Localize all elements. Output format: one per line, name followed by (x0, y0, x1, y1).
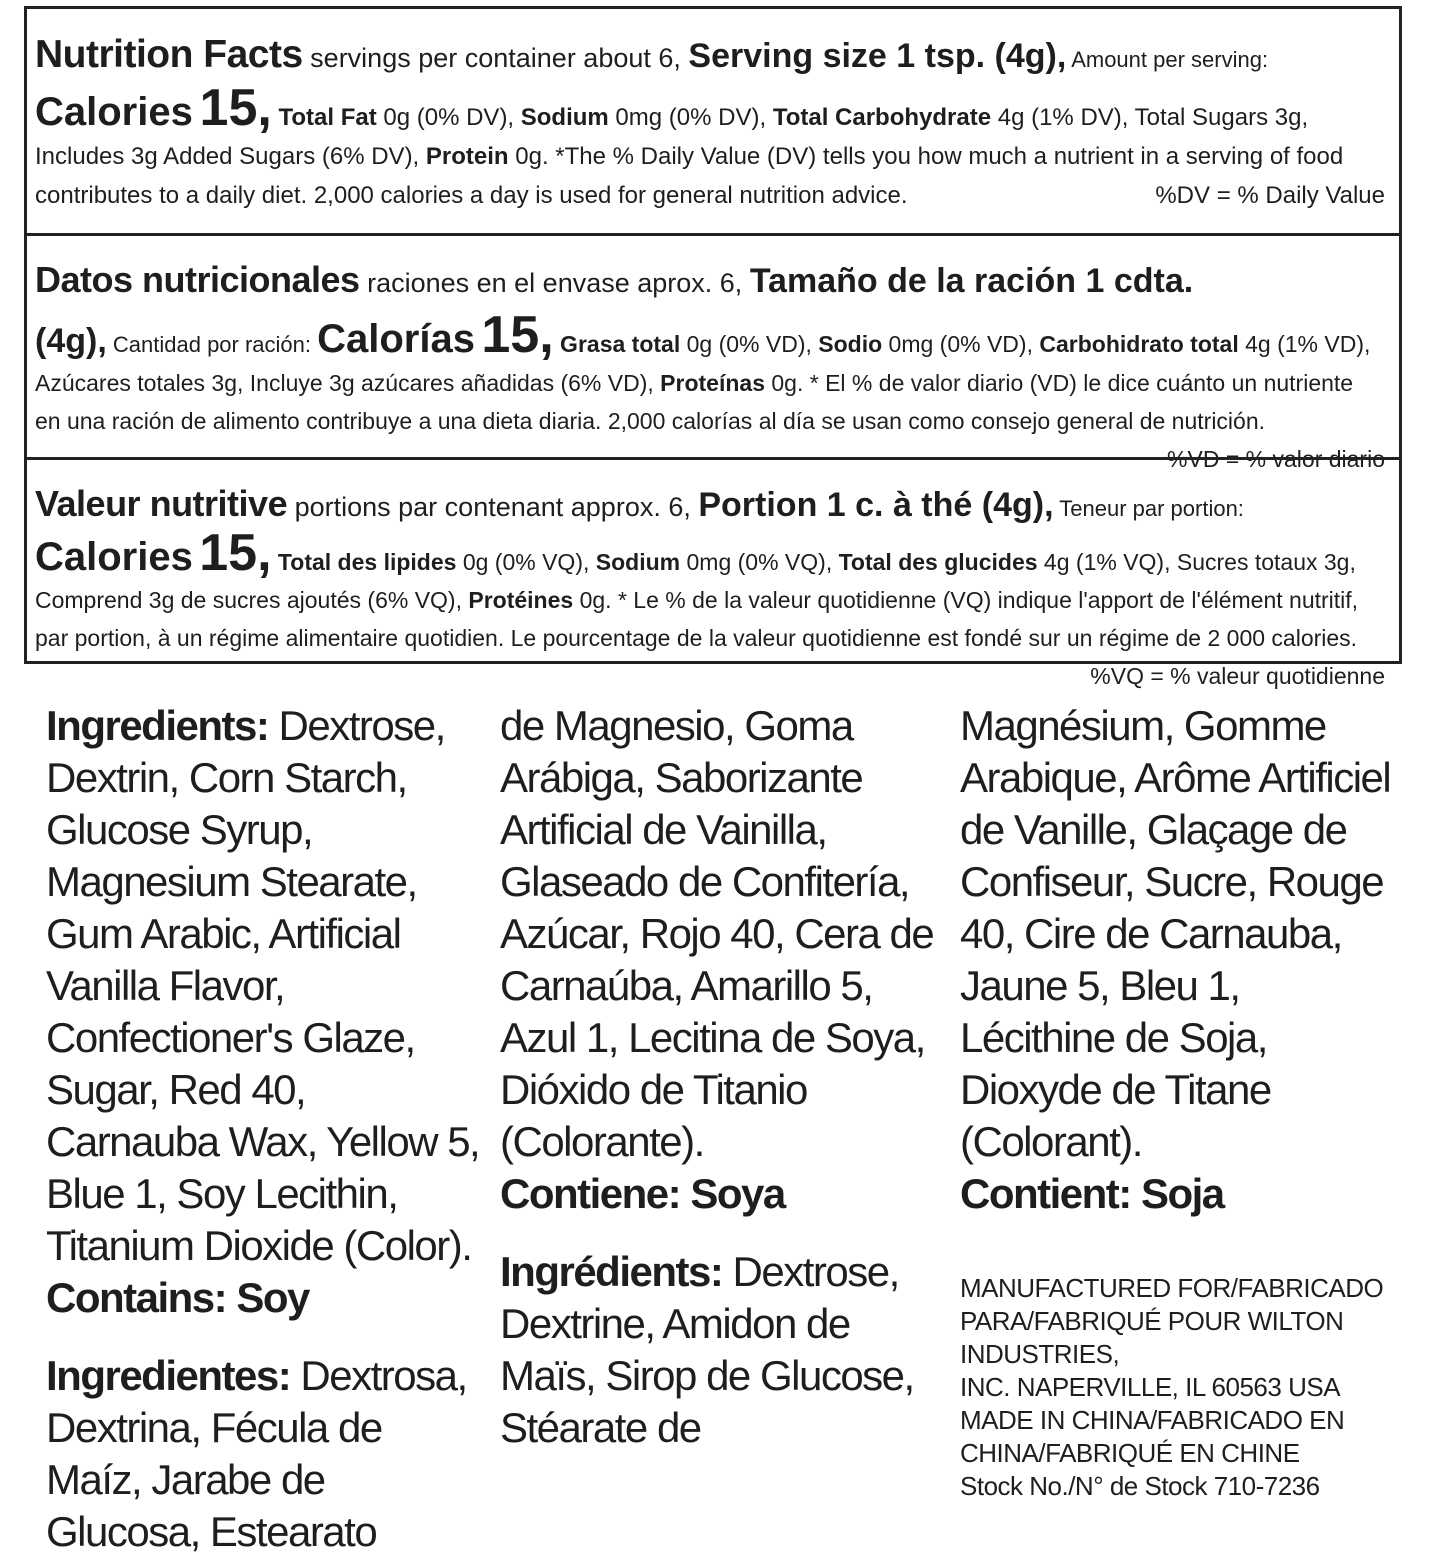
english-servings: servings per container about 6, (302, 43, 689, 73)
english-header-line (35, 35, 1385, 80)
english-protein-label: Protein (425, 143, 509, 170)
french-allergen: Contient: Soja (960, 1170, 1224, 1217)
spanish-servings: raciones en el envase aprox. 6, (359, 268, 750, 298)
english-sodium-value: 0mg (0% DV), (608, 104, 773, 131)
spanish-section (27, 233, 1399, 472)
manufacturer-line-5: CHINA/FABRIQUÉ EN CHINE (960, 1438, 1300, 1468)
manufacturer-line-3: INC. NAPERVILLE, IL 60563 USA (960, 1372, 1341, 1402)
english-serving-size: Serving size 1 tsp. (4g), (688, 37, 1067, 75)
nutrition-facts-panel (24, 6, 1402, 689)
english-body (35, 79, 1385, 215)
ingredients-column-2 (500, 700, 940, 1454)
french-body (35, 524, 1385, 695)
french-servings: portions par contenant approx. 6, (287, 492, 699, 522)
manufacturer-line-4: MADE IN CHINA/FABRICADO EN (960, 1405, 1345, 1435)
english-ingredients-text: Dextrose, Dextrin, Corn Starch, Glucose Syrup, Magnesium Stearate, Gum Arabic, Artificial Vanilla Flavor, Confectioner's Glaze, Sugar, Red 40, Carnauba Wax, Yellow 5, Blue 1, Soy Lecithin, Titanium Dioxide (Color). (46, 702, 480, 1269)
english-carb-value: 4g (1% DV), Total Sugars 3g, Includes 3g Added Sugars (6% DV), (35, 104, 1309, 170)
spanish-dv-note: %VD = % valor diario (1167, 446, 1385, 472)
french-carb-value: 4g (1% VQ), Sucres totaux 3g, Comprend 3g de sucres ajoutés (6% VQ), (35, 549, 1356, 613)
french-ingredients (500, 1246, 940, 1454)
english-carb-label: Total Carbohydrate (772, 104, 992, 131)
manufacturer-line-1: MANUFACTURED FOR/FABRICADO (960, 1273, 1384, 1303)
english-ingredients-label: Ingredients: (46, 702, 269, 749)
french-sodium-label: Sodium (595, 549, 681, 575)
spanish-ingredients (46, 1350, 486, 1558)
french-protein-label: Protéines (468, 587, 574, 613)
spanish-fat-value: 0g (0% VD), (680, 331, 819, 357)
english-fat-label: Total Fat (271, 104, 377, 131)
french-sodium-value: 0mg (0% VQ), (680, 549, 839, 575)
spanish-allergen: Contiene: Soya (500, 1170, 785, 1217)
ingredients-column-1 (46, 700, 486, 1558)
french-dv-note: %VQ = % valeur quotidienne (1090, 663, 1385, 689)
french-amount-label: Teneur par portion: (1053, 496, 1244, 521)
english-protein-value: 0g. *The % Daily Value (DV) tells you how much a nutrient in a serving of food contributes to a daily diet. 2,000 calories a day is used for general nutrition advice. (35, 143, 1344, 209)
stock-number: Stock No./N° de Stock 710-7236 (960, 1471, 1320, 1501)
spanish-protein-label: Proteínas (660, 370, 765, 396)
spanish-ingredients-text-2: de Magnesio, Goma Arábiga, Saborizante Artificial de Vainilla, Glaseado de Confitería, Azúcar, Rojo 40, Cera de Carnaúba, Amarillo 5, Azul 1, Lecitina de Soya, Dióxido de Titanio (Colorante). (500, 702, 934, 1165)
english-section (27, 9, 1399, 233)
spanish-sodium-value: 0mg (0% VD), (882, 331, 1040, 357)
english-amount-label: Amount per serving: (1066, 47, 1269, 72)
spanish-sodium-label: Sodio (818, 331, 883, 357)
french-ingredients-label: Ingrédients: (500, 1248, 723, 1295)
french-title: Valeur nutritive (35, 483, 288, 524)
spanish-calories-value: 15, (481, 306, 554, 364)
spanish-header-line (35, 260, 1385, 303)
french-ingredients-text-2: Magnésium, Gomme Arabique, Arôme Artificiel de Vanille, Glaçage de Confiseur, Sucre, Rouge 40, Cire de Carnauba, Jaune 5, Bleu 1, Lécithine de Soja, Dioxyde de Titane (Colorant). (960, 702, 1391, 1165)
french-ingredients-text-1: Dextrose, Dextrine, Amidon de Maïs, Sirop de Glucose, Stéarate de (500, 1248, 914, 1451)
english-calories-label: Calories (35, 90, 193, 134)
english-ingredients (46, 700, 486, 1272)
manufacturer-info (960, 1272, 1400, 1503)
english-allergen: Contains: Soy (46, 1274, 309, 1321)
french-fat-value: 0g (0% VQ), (456, 549, 596, 575)
english-dv-note: %DV = % Daily Value (1155, 182, 1385, 209)
english-fat-value: 0g (0% DV), (376, 104, 521, 131)
spanish-serving-size: Tamaño de la ración 1 cdta. (749, 262, 1194, 300)
french-protein-value: 0g. * Le % de la valeur quotidienne (VQ) indique l'apport de l'élément nutritif, par portion, à un régime alimentaire quotidien. Le pourcentage de la valeur quotidienne est fondé sur un régime de 2 000 calories. (35, 587, 1359, 651)
spanish-title: Datos nutricionales (35, 259, 360, 300)
spanish-carb-label: Carbohidrato total (1039, 331, 1239, 357)
spanish-fat-label: Grasa total (553, 331, 681, 357)
english-sodium-label: Sodium (520, 104, 609, 131)
spanish-body (35, 306, 1385, 478)
french-serving-size: Portion 1 c. à thé (4g), (698, 486, 1054, 524)
french-calories-value: 15, (199, 524, 272, 582)
spanish-ingredients-label: Ingredientes: (46, 1352, 291, 1399)
ingredients-column-3 (960, 700, 1400, 1503)
english-calories-value: 15, (199, 79, 272, 137)
english-title: Nutrition Facts (35, 33, 303, 76)
french-header-line (35, 484, 1385, 529)
spanish-carb-value: 4g (1% VD), Azúcares totales 3g, Incluye 3g azúcares añadidas (6% VD), (35, 331, 1371, 396)
manufacturer-line-2: PARA/FABRIQUÉ POUR WILTON INDUSTRIES, (960, 1306, 1344, 1369)
spanish-calories-label: Calorías (317, 317, 475, 361)
french-calories-label: Calories (35, 535, 193, 579)
french-section (27, 457, 1399, 689)
french-carb-label: Total des glucides (838, 549, 1038, 575)
spanish-amount-label: Cantidad por ración: (106, 332, 318, 357)
spanish-ingredients-text-1: Dextrosa, Dextrina, Fécula de Maíz, Jarabe de Glucosa, Estearato (46, 1352, 467, 1555)
spanish-serving-size-cont: (4g), (35, 322, 107, 360)
spanish-protein-value: 0g. * El % de valor diario (VD) le dice cuánto un nutriente en una ración de alimento contribuye a una dieta diaria. 2,000 calorías al día se usan como consejo general de nutrición. (35, 370, 1354, 434)
french-fat-label: Total des lipides (271, 549, 457, 575)
